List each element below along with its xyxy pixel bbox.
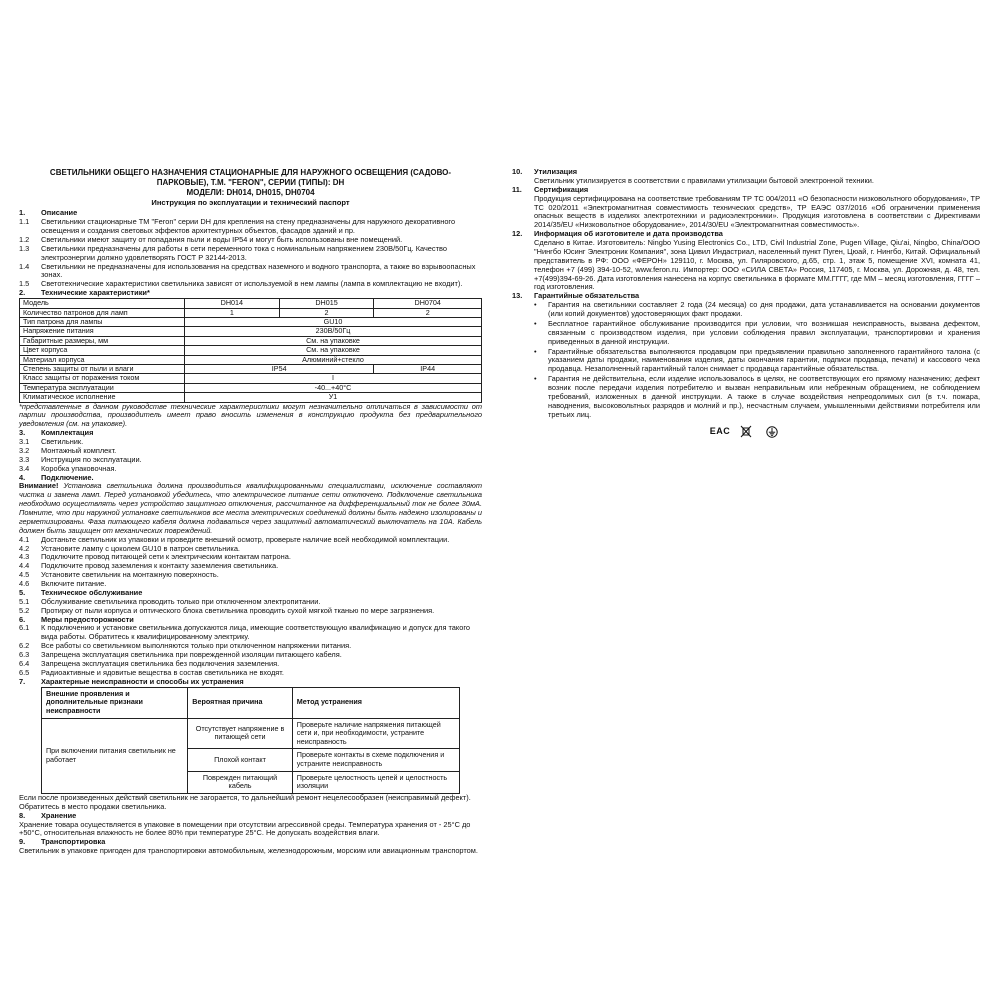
fault-after-text: Если после произведенных действий светильник не загорается, то дальнейший ремонт нецелесообразен (неисправимый дефект). Обратитесь в место продажи светильника. [19, 792, 471, 811]
precaution-item-number: 6.4 [19, 658, 30, 668]
connection-item-number: 4.2 [19, 543, 30, 553]
maintenance-item-text: Обслуживание светильника проводить только при отключенном электропитании. [41, 596, 321, 606]
precaution-item-text: Запрещена эксплуатация светильника без подключения заземления. [41, 658, 280, 668]
spec-row-class: Класс защиты от поражения током I [20, 374, 482, 383]
bullet-icon: • [534, 346, 537, 356]
description-item-text: Светильники имеют защиту от попадания пыли и воды IP54 и могут быть использованы вне помещений. [41, 234, 403, 244]
description-item-number: 1.5 [19, 279, 30, 289]
connection-item-number: 4.4 [19, 561, 30, 571]
package-item-number: 3.1 [19, 437, 30, 447]
manufacturer-text: Сделано в Китае. Изготовитель: Ningbo Yusing Electronics Co., LTD, Civil Industrial Zone, Pugen Village, Qiu'ai, Ningbo, China/ООО "Нингбо Юсинг Электроник Компания", зона Цивил Индастриал, населенный пункт Пуген, Цюай, г. Нингбо, Китай. Официальный представитель в РФ: ООО «ФЕРОН» 129110, г. Москва, ул. Гиляровского, д.65, стр. 1, этаж 5, помещение XVI, комната 41, телефон +7 (499) 394-10-52, www.feron.ru. Импортер: ООО «СИЛА СВЕТА» Россия, 117405, г. Москва, ул. Дорожная, д. 48, тел. +7(499)394-69-26. Дата изготовления нанесена на корпус светильника в формате ММ.ГГГГ, где ММ – месяц изготовления, ГГГГ – год изготовления. [534, 238, 980, 292]
eac-mark-icon: EAC [709, 426, 731, 437]
warranty-item [534, 375, 980, 419]
connection-item-number: 4.1 [19, 534, 30, 544]
maintenance-item-number: 5.1 [19, 596, 30, 606]
section-3-items [19, 438, 482, 474]
warranty-item-text: Гарантия на светильники составляет 2 года (24 месяца) со дня продажи, дата устанавливается на основании документов (или копий документов) удостоверяющих факт продажи. [548, 300, 980, 318]
section-12-heading: 12. Информация об изготовителе и дата производства [512, 229, 723, 239]
precaution-item-number: 6.3 [19, 650, 30, 660]
precaution-item-number: 6.5 [19, 667, 30, 677]
precaution-item-text: Все работы со светильником выполняются только при отключенном напряжении питания. [41, 641, 352, 651]
connection-warning: Внимание! Установка светильника должна производиться квалифицированными специалистами, исключение составляют чистка и замена ламп. Перед установкой убедитесь, что электрическое питание сети отключено. Подключение светильника необходимо осуществлять через устройство защитного отключения, рассчитанное на дифференциальный ток не более 30мА. Помните, что при наружной установке светильников все места электрических соединений должны быть надежно изолированы и герметизированы. Фаза питающего кабеля должна подаваться через защитный автоматический выключатель на 10А. Кабель должен быть защищен от механических повреждений. [19, 481, 482, 535]
bullet-icon: • [534, 374, 537, 384]
section-9-heading: 9. Транспортировка [19, 837, 106, 847]
spec-row-dims: Габаритные размеры, мм См. на упаковке [20, 336, 482, 345]
certification-text: Продукция сертифицирована на соответствие требованиям ТР ТС 004/2011 «О безопасности низковольтного оборудования», ТР ТС 020/2011 «Электромагнитная совместимость технических средств», ТР ЕАЭС 037/2016 «Об ограничении применения опасных веществ в изделиях электротехники и радиоэлектроники». Продукция изготовлена в соответствии с Директивами 2014/35/EU «Низковольтное оборудование», 2014/30/EU «Электромагнитная совместимость». [534, 193, 980, 230]
package-item-text: Коробка упаковочная. [41, 463, 117, 473]
precaution-item-number: 6.2 [19, 641, 30, 651]
connection-item-number: 4.6 [19, 579, 30, 589]
document-title: СВЕТИЛЬНИКИ ОБЩЕГО НАЗНАЧЕНИЯ СТАЦИОНАРНЫЕ ДЛЯ НАРУЖНОГО ОСВЕЩЕНИЯ (САДОВО- ПАРКОВЫЕ), Т.М. "FERON", СЕРИИ (ТИПЫ): DH МОДЕЛИ: DH014, DH015, DH0704 [49, 168, 452, 197]
section-1-items [19, 218, 482, 289]
warranty-list [512, 301, 980, 419]
bullet-icon: • [534, 318, 537, 328]
connection-item-text: Достаньте светильник из упаковки и проведите внешний осмотр, проверьте наличие всей необходимой комплектации. [41, 534, 450, 544]
spec-row-climate: Климатическое исполнение У1 [20, 393, 482, 402]
fault-row: При включении питания светильник не работает Отсутствует напряжение в питающей сети Проверьте наличие напряжения питающей сети и, при необходимости, устраните неисправность [42, 718, 460, 749]
transport-text: Светильник в упаковке пригоден для транспортировки автомобильным, железнодорожным, морским или авиационным транспортом. [19, 846, 478, 856]
section-6-items [19, 624, 482, 677]
package-item-number: 3.3 [19, 454, 30, 464]
description-item [19, 218, 482, 236]
package-item-number: 3.2 [19, 445, 30, 455]
connection-item-text: Установите светильник на монтажную поверхность. [41, 570, 219, 580]
warranty-item-text: Гарантийные обязательства выполняются продавцом при предъявлении правильно заполненного гарантийного талона (с указанием даты продажи, наименования изделия, даты окончания гарантии, подписи продавца, печати) и кассового чека продавца. Незаполненный гарантийный талон снимает с продавца гарантийные обязательства. [548, 346, 980, 374]
certification-marks [512, 426, 980, 438]
description-item-text: Светильники не предназначены для использования на средствах наземного и водного транспорта, а также во взрывоопасных зонах. [41, 261, 476, 280]
section-3-heading: 3. Комплектация [19, 428, 94, 438]
spec-row-temp: Температура эксплуатации -40...+40°С [20, 383, 482, 392]
spec-table [19, 298, 482, 402]
description-item [19, 245, 482, 263]
description-item [19, 263, 482, 281]
warranty-item [534, 348, 980, 375]
section-11-heading: 11. Сертификация [512, 184, 589, 194]
right-column [512, 168, 980, 438]
section-5-heading: 5. Техническое обслуживание [19, 587, 143, 597]
fault-table-header: Внешние проявления и дополнительные признаки неисправности Вероятная причина Метод устранения [42, 687, 460, 718]
section-4-items [19, 536, 482, 589]
description-item-number: 1.3 [19, 243, 30, 253]
spec-row-socket: Тип патрона для лампы GU10 [20, 317, 482, 326]
spec-footnote: *представленные в данном руководстве технические характеристики могут незначительно отличаться в зависимости от партии производства, производитель имеет право вносить изменения в конструкцию продукта без предварительного уведомления (см. на упаковке). [19, 401, 482, 429]
description-item-text: Светильники предназначены для работы в сети переменного тока с номинальным напряжением 230В/50Гц. Качество электроэнергии должно удовлетворять ГОСТ Р 32144-2013. [41, 243, 447, 262]
precaution-item-text: К подключению и установке светильника допускаются лица, имеющие соответствующую квалификацию и допуск для такого вида работы. Обратитесь к квалифицированному электрику. [41, 623, 470, 642]
spec-row-voltage: Напряжение питания 230В/50Гц [20, 327, 482, 336]
connection-item-number: 4.3 [19, 552, 30, 562]
package-item-text: Монтажный комплект. [41, 445, 117, 455]
spec-row-model: Модель DH014 DH015 DH0704 [20, 299, 482, 308]
ground-symbol-icon [764, 426, 780, 438]
section-7-heading: 7. Характерные неисправности и способы их устранения [19, 676, 244, 686]
crossed-bin-icon [738, 426, 754, 438]
maintenance-item-number: 5.2 [19, 605, 30, 615]
package-item-number: 3.4 [19, 463, 30, 473]
document-subtitle: Инструкция по эксплуатации и технический паспорт [151, 198, 350, 208]
description-item-text: Светильники стационарные ТМ "Feron" серии DH для крепления на стену предназначены для наружного декоративного освещения и создания световых эффектов архитектурных объектов, фасадов зданий и пр. [41, 217, 456, 236]
bullet-icon: • [534, 300, 537, 310]
description-item-number: 1.2 [19, 234, 30, 244]
left-column [19, 168, 482, 856]
fault-row: Плохой контакт Проверьте контакты в схеме подключения и устраните неисправность [42, 749, 460, 771]
spec-row-ip: Степень защиты от пыли и влаги IP54 IP44 [20, 364, 482, 373]
description-item-text: Светотехнические характеристики светильника зависят от используемой в нем лампы (лампа в комплектацию не входит). [41, 279, 463, 289]
fault-row: Поврежден питающий кабель Проверьте целостность цепей и целостность изоляции [42, 771, 460, 793]
connection-item-text: Включите питание. [41, 579, 107, 589]
connection-item-text: Подключите провод заземления к контакту заземления светильника. [41, 561, 279, 571]
section-4-heading: 4. Подключение. [19, 472, 94, 482]
disposal-text: Светильник утилизируется в соответствии с правилами утилизации бытовой электронной техники. [534, 175, 874, 185]
section-8-heading: 8. Хранение [19, 810, 77, 820]
maintenance-item-text: Протирку от пыли корпуса и оптического блока светильника проводить сухой мягкой тканью по мере загрязнения. [41, 605, 435, 615]
description-item-number: 1.1 [19, 217, 30, 227]
spec-row-count: Количество патронов для ламп 1 2 2 [20, 308, 482, 317]
section-5-items [19, 598, 482, 616]
warranty-item [534, 320, 980, 347]
warranty-item-text: Бесплатное гарантийное обслуживание производится при условии, что возникшая неисправность, вызвана дефектом, связанным с производством изделия, при условии соблюдения правил эксплуатации, транспортировки и хранения приведенных в данной инструкции. [548, 318, 980, 346]
package-item-text: Инструкция по эксплуатации. [41, 454, 142, 464]
description-item-number: 1.4 [19, 261, 30, 271]
section-6-heading: 6. Меры предосторожности [19, 614, 134, 624]
section-13-heading: 13. Гарантийные обязательства [512, 291, 640, 301]
precaution-item [19, 624, 482, 642]
precaution-item-text: Радиоактивные и ядовитые вещества в состав светильника не входят. [41, 667, 284, 677]
precaution-item-number: 6.1 [19, 623, 30, 633]
connection-item-text: Подключите провод питающей сети к электрическим контактам патрона. [41, 552, 291, 562]
precaution-item-text: Запрещена эксплуатация светильника при поврежденной изоляции питающего кабеля. [41, 650, 342, 660]
warranty-item-text: Гарантия не действительна, если изделие использовалось в целях, не соответствующих его прямому назначению; дефект возник после передачи изделия потребителю и вызван неправильным или небрежным обращением, не соблюдением требований, изложенных в данной инструкции. А также в случае воздействия непреодолимых сил (в т.ч. пожара, наводнения, высоковольтных разрядов и молний и пр.), несчастным случаем, умышленными действиями потребителя или третьих лиц. [548, 374, 980, 419]
connection-item-number: 4.5 [19, 570, 30, 580]
fault-table-wrap [19, 687, 482, 794]
spec-row-material: Материал корпуса Алюминий+стекло [20, 355, 482, 364]
fault-table [41, 687, 460, 794]
connection-item-text: Установите лампу с цоколем GU10 в патрон светильника. [41, 543, 240, 553]
spec-row-color: Цвет корпуса См. на упаковке [20, 346, 482, 355]
section-2-heading: 2. Технические характеристики* [19, 288, 150, 298]
section-10-heading: 10. Утилизация [512, 167, 578, 176]
package-item-text: Светильник. [41, 437, 84, 447]
section-1-heading: 1. Описание [19, 208, 78, 218]
storage-text: Хранение товара осуществляется в упаковке в помещении при отсутствии агрессивной среды. Температура хранения от - 25°С до +50°С, относительная влажность не более 80% при температуре 25°С. Не допускать воздействия влаги. [19, 819, 471, 838]
warranty-item [534, 301, 980, 319]
